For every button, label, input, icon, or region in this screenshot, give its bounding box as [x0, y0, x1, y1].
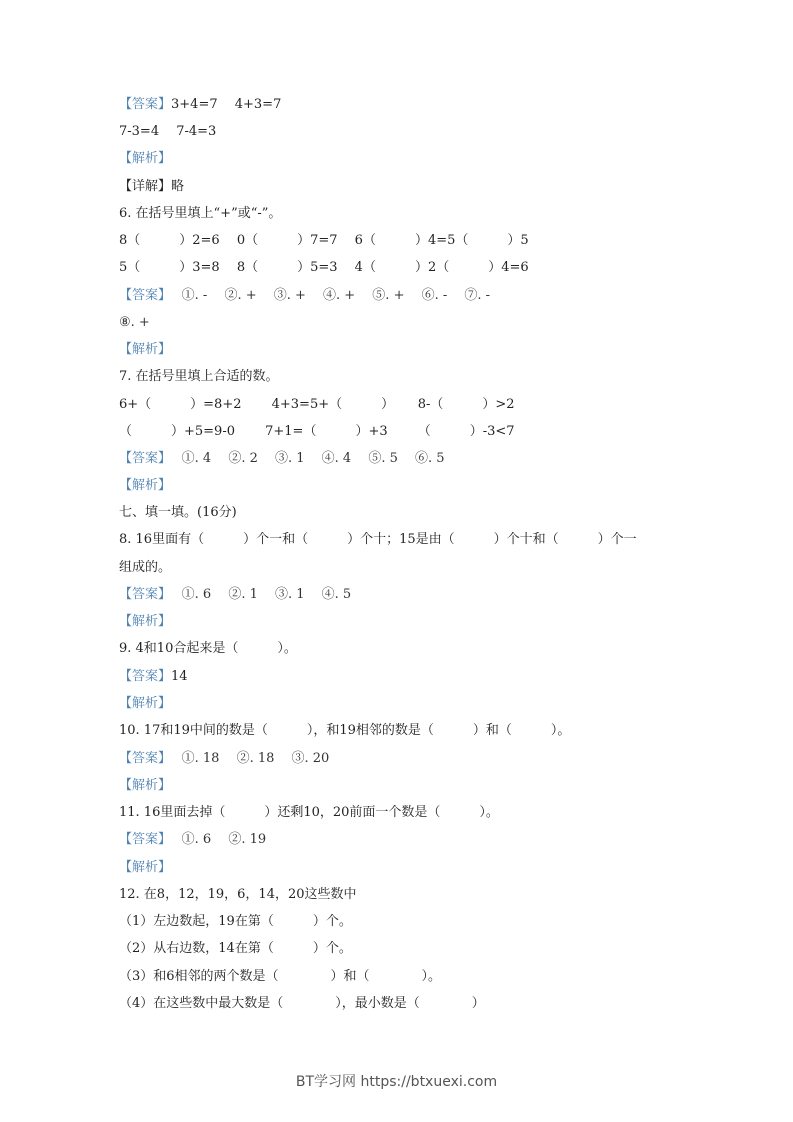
- q6-row2: 5（ ）3=8 8（ ）5=3 4（ ）2（ ）4=6: [119, 260, 529, 275]
- answer-text: 14: [171, 669, 188, 684]
- answer-text: 3+4=7 4+3=7: [171, 97, 282, 112]
- q5-detail: [119, 179, 184, 195]
- q11-title: 11. 16里面去掉（ ）还剩10，20前面一个数是（ ）。: [119, 805, 499, 820]
- analysis-label: 【解析】: [119, 478, 172, 493]
- answer-label: 【答案】: [119, 451, 165, 466]
- q6-row1: 8（ ）2=6 0（ ）7=7 6（ ）4=5（ ）5: [119, 233, 529, 248]
- q7-row1: 6+（ ）=8+2 4+3=5+（ ） 8-（ ）>2: [119, 397, 515, 412]
- q12-sub2: （2）从右边数，14在第（ ）个。: [119, 941, 352, 956]
- q6-answers: [119, 288, 490, 304]
- q12-sub3: （3）和6相邻的两个数是（ ）和（ ）。: [119, 969, 442, 984]
- q6-answers-line2: ⑧. +: [119, 315, 150, 330]
- detail-label: 【详解】: [119, 179, 172, 194]
- footer-watermark: BT学习网 https://btxuexi.com: [295, 1074, 498, 1090]
- q7-title: 7. 在括号里填上合适的数。: [119, 369, 279, 384]
- analysis-label: 【解析】: [119, 860, 172, 875]
- answer-text: ①. 6 ②. 19: [164, 832, 267, 847]
- answer-text: ①. 18 ②. 18 ③. 20: [164, 751, 330, 766]
- q12-sub4: （4）在这些数中最大数是（ ），最小数是（ ）: [119, 996, 485, 1011]
- q8-title-line2: 组成的。: [119, 560, 172, 575]
- answer-label: 【答案】: [119, 751, 165, 766]
- q5-answer-line1: [119, 97, 281, 113]
- answer-label: 【答案】: [119, 832, 165, 847]
- answer-label: 【答案】: [119, 97, 172, 112]
- q10-title: 10. 17和19中间的数是（ ），和19相邻的数是（ ）和（ ）。: [119, 723, 571, 738]
- q9-answer: [119, 669, 188, 685]
- answer-text: 7-3=4 7-4=3: [119, 124, 217, 139]
- analysis-label: 【解析】: [119, 151, 172, 166]
- answer-label: 【答案】: [119, 669, 172, 684]
- q5-answer-line2: [119, 124, 216, 140]
- answer-text: ①. - ②. + ③. + ④. + ⑤. + ⑥. - ⑦. -: [164, 288, 491, 303]
- analysis-label: 【解析】: [119, 778, 172, 793]
- detail-text: 略: [171, 179, 185, 194]
- q6-title: 6. 在括号里填上“+”或“-”。: [119, 206, 282, 221]
- q7-row2: （ ）+5=9-0 7+1=（ ）+3 （ ）-3<7: [119, 424, 515, 439]
- answer-text: ①. 4 ②. 2 ③. 1 ④. 4 ⑤. 5 ⑥. 5: [164, 451, 445, 466]
- q7-answers: [119, 451, 445, 467]
- q11-answers: [119, 832, 266, 848]
- analysis-label: 【解析】: [119, 342, 172, 357]
- analysis-label: 【解析】: [119, 614, 172, 629]
- q12-sub1: （1）左边数起，19在第（ ）个。: [119, 914, 352, 929]
- q10-answers: [119, 751, 329, 767]
- section-title: 七、填一填。(16分): [119, 505, 237, 520]
- q12-title: 12. 在8，12，19，6，14，20这些数中: [119, 887, 357, 902]
- q8-answers: [119, 587, 351, 603]
- q8-title-line1: 8. 16里面有（ ）个一和（ ）个十；15是由（ ）个十和（ ）个一: [119, 532, 637, 547]
- answer-label: 【答案】: [119, 587, 165, 602]
- answer-text: ①. 6 ②. 1 ③. 1 ④. 5: [164, 587, 352, 602]
- answer-label: 【答案】: [119, 288, 165, 303]
- q9-title: 9. 4和10合起来是（ ）。: [119, 641, 297, 656]
- analysis-label: 【解析】: [119, 696, 172, 711]
